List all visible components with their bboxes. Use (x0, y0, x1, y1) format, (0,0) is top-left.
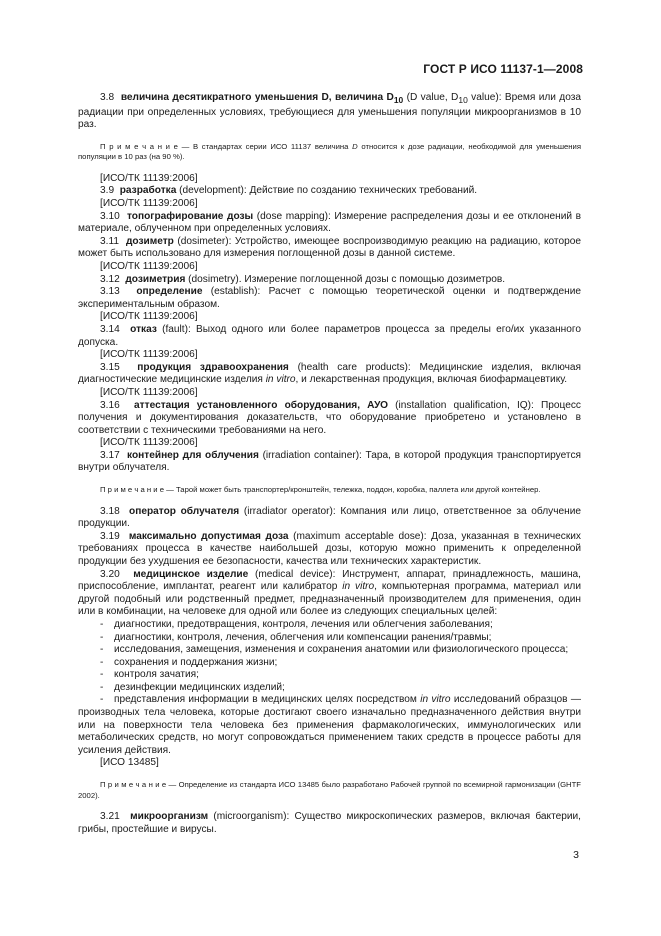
note-3-20: П р и м е ч а н и е — Определение из стандарта ИСО 13485 было разработано Рабочей группой по всемирной гармонизации (GHTF 2002). (78, 780, 582, 800)
term-3-19: 3.19 максимально допустимая доза (maximum acceptable dose): Доза, указанная в технических требованиях процесса в качестве наибольшей дозы, которую можно применить к определенной продукции без ухудшения ее безопасности, качества или технических характеристик. (78, 530, 581, 567)
list-item: - контроля зачатия; (100, 669, 199, 681)
term-3-11: 3.11 дозиметр (dosimeter): Устройство, имеющее воспроизводимую реакцию на радиацию, которое может быть использовано для измерения поглощенной дозы в данной системе. (78, 235, 581, 260)
term-3-17: 3.17 контейнер для облучения (irradiation container): Тара, в которой продукция транспортируется внутри облучателя. (78, 449, 581, 474)
term-3-15: 3.15 продукция здравоохранения (health care products): Медицинские изделия, включая диагностические медицинские изделия in vitro, и лекарственная продукция, включая биофармацевтику. (78, 361, 581, 386)
term-3-20: 3.20 медицинское изделие (medical device): Инструмент, аппарат, принадлежность, машина, приспособление, имплантат, реагент или калибратор in vitro, компьютерная программа, материал или другой подобный или родственный предмет, предназначенный производителем для применения, один или в комбинации, на человеке для одной или более из следующих специальных целей: (78, 568, 581, 618)
list-item: - дезинфекции медицинских изделий; (100, 681, 285, 693)
source-ref: [ИСО/ТК 11139:2006] (100, 437, 198, 449)
source-ref: [ИСО 13485] (100, 757, 159, 769)
term-3-21: 3.21 микроорганизм (microorganism): Существо микроскопических размеров, включая бактерии, грибы, простейшие и вирусы. (78, 811, 581, 835)
term-3-10: 3.10 топографирование дозы (dose mapping): Измерение распределения дозы и ее отклонений в материале, облученном при определенных условиях. (78, 210, 581, 235)
term-name: величина десятикратного уменьшения D, величина $D_{10}$ (120, 92, 404, 106)
term-3-18: 3.18 оператор облучателя (irradiator operator): Компания или лицо, ответственное за облучение продукции. (78, 505, 581, 530)
source-ref: [ИСО/ТК 11139:2006] (100, 172, 198, 184)
page-number: 3 (573, 849, 579, 861)
list-item: - диагностики, предотвращения, контроля, лечения или облегчения заболевания; (100, 618, 493, 630)
document-body (78, 92, 581, 836)
list-item: - сохранения и поддержания жизни; (100, 656, 278, 668)
source-ref: [ИСО/ТК 11139:2006] (100, 198, 198, 209)
note-3-17: П р и м е ч а н и е — Тарой может быть транспортер/кронштейн, тележка, поддон, коробка, паллета или другой контейнер. (100, 485, 541, 495)
source-ref: [ИСО/ТК 11139:2006] (100, 386, 198, 398)
standard-header: ГОСТ Р ИСО 11137-1—2008 (423, 62, 583, 76)
term-3-8: 3.8 величина десятикратного уменьшения D, величина $D_{10}$ (D value, $D_{10}$ value): Время или доза радиации при определенных условиях, требующиеся для уменьшения популяции микроорганизмов в 10 раз. (78, 92, 581, 131)
source-ref: [ИСО/ТК 11139:2006] (100, 349, 198, 361)
source-ref: [ИСО/ТК 11139:2006] (100, 260, 198, 272)
note-3-8: П р и м е ч а н и е — В стандартах серии ИСО 11137 величина D относится к дозе радиации, необходимой для уменьшения популяции в 10 раз (на 90 %). (78, 141, 581, 162)
term-3-13: 3.13 определение (establish): Расчет с помощью теоретической оценки и подтверждение экспериментальным образом. (78, 286, 581, 310)
term-3-16: 3.16 аттестация установленного оборудования, АУО (installation qualification, IQ): Процесс получения и документирования доказательств, что оборудование приобретено и установлено в соответствии с техническими требованиями на него. (78, 399, 581, 436)
list-item-last: - представления информации в медицинских целях посредством in vitro исследований образцов — производных тела человека, которые достигают своего изначально предназначенного действия внутри или на поверхности тела человека без применения фармакологических, иммунологических или метаболических средств, но могут сопровождаться применением таких средств в процессе работы для усиления действия. (78, 694, 582, 756)
source-ref: [ИСО/ТК 11139:2006] (100, 311, 198, 323)
term-3-14: 3.14 отказ (fault): Выход одного или более параметров процесса за пределы его/их указанного допуска. (78, 323, 581, 348)
list-item: - диагностики, контроля, лечения, облегчения или компенсации ранения/травмы; (100, 631, 492, 643)
term-3-9: 3.9 разработка (development): Действие по созданию технических требований. (100, 185, 478, 197)
list-item: - исследования, замещения, изменения и сохранения анатомии или физиологического процесса; (100, 644, 569, 656)
term-3-12: 3.12 дозиметрия (dosimetry). Измерение поглощенной дозы с помощью дозиметров. (100, 273, 506, 285)
